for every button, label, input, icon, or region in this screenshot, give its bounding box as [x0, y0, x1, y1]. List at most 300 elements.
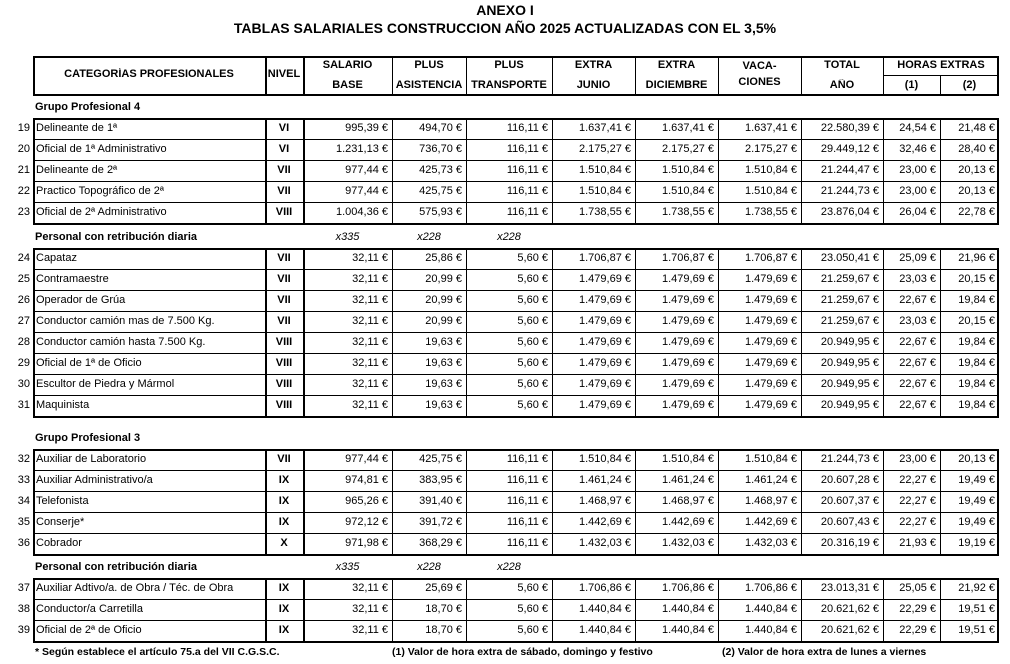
header-diciembre-line2: DICIEMBRE [645, 79, 708, 91]
header-junio-line2: JUNIO [576, 79, 611, 91]
extra-junio-cell: 1.510,84 € [579, 185, 631, 197]
horas-extras-1-cell: 22,27 € [899, 495, 936, 507]
plus-asistencia-cell: 425,75 € [419, 185, 462, 197]
salario-base-cell: 32,11 € [352, 399, 388, 411]
total-anio-cell: 20.607,43 € [820, 516, 879, 528]
vacaciones-cell: 1.479,69 € [745, 357, 797, 369]
table-rule [33, 311, 999, 312]
table-rule [33, 332, 999, 333]
salario-base-cell: 965,26 € [345, 495, 388, 507]
horas-extras-1-cell: 23,00 € [899, 453, 936, 465]
horas-extras-2-cell: 20,13 € [958, 185, 995, 197]
horas-extras-1-cell: 22,67 € [899, 378, 936, 390]
table-rule [33, 56, 999, 58]
horas-extras-1-cell: 32,46 € [899, 143, 936, 155]
extra-junio-cell: 1.510,84 € [579, 164, 631, 176]
table-rule [33, 269, 999, 270]
plus-asistencia-cell: 425,73 € [419, 164, 462, 176]
extra-diciembre-cell: 2.175,27 € [662, 143, 714, 155]
plus-transporte-cell: 5,60 € [517, 603, 548, 615]
extra-diciembre-cell: 1.440,84 € [662, 603, 714, 615]
horas-extras-2-cell: 19,49 € [958, 495, 995, 507]
row-number: 24 [17, 252, 30, 264]
horas-extras-1-cell: 22,67 € [899, 357, 936, 369]
vacaciones-cell: 1.510,84 € [745, 164, 797, 176]
row-number: 34 [17, 495, 30, 507]
plus-asistencia-cell: 19,63 € [425, 399, 462, 411]
row-number: 21 [17, 164, 30, 176]
nivel-cell: IX [278, 582, 290, 594]
plus-asistencia-cell: 425,75 € [419, 453, 462, 465]
row-number: 35 [17, 516, 30, 528]
extra-junio-cell: 1.440,84 € [579, 624, 631, 636]
categoria-cell: Conserje* [36, 516, 85, 528]
table-rule [33, 578, 999, 580]
header-salario-line2: BASE [332, 79, 363, 91]
nivel-cell: IX [278, 495, 290, 507]
nivel-cell: VI [278, 122, 290, 134]
categoria-cell: Delineante de 1ª [36, 122, 118, 134]
categoria-cell: Oficial de 1ª de Oficio [36, 357, 142, 369]
plus-transporte-cell: 116,11 € [506, 495, 548, 507]
categoria-cell: Capataz [36, 252, 77, 264]
extra-junio-cell: 1.510,84 € [579, 453, 631, 465]
categoria-cell: Conductor camión hasta 7.500 Kg. [36, 336, 206, 348]
extra-junio-cell: 1.432,03 € [579, 537, 631, 549]
header-total-line2: AÑO [829, 79, 855, 91]
table-rule [33, 223, 999, 225]
header-total-line1: TOTAL [824, 59, 860, 71]
extra-junio-cell: 1.479,69 € [579, 294, 631, 306]
horas-extras-1-cell: 21,93 € [899, 537, 936, 549]
total-anio-cell: 20.949,95 € [820, 378, 879, 390]
header-asistencia-line2: ASISTENCIA [395, 79, 463, 91]
plus-asistencia-cell: 383,95 € [419, 474, 462, 486]
table-rule [33, 248, 999, 250]
extra-junio-cell: 1.706,87 € [579, 252, 631, 264]
nivel-cell: VII [277, 185, 291, 197]
salario-base-cell: 977,44 € [345, 453, 388, 465]
extra-junio-cell: 1.706,86 € [579, 582, 631, 594]
salario-base-cell: 32,11 € [352, 603, 388, 615]
salario-base-cell: 32,11 € [352, 273, 388, 285]
vacaciones-cell: 1.442,69 € [745, 516, 797, 528]
extra-diciembre-cell: 1.637,41 € [662, 122, 714, 134]
plus-asistencia-cell: 18,70 € [425, 603, 462, 615]
multiplier-label: x228 [497, 231, 521, 243]
categoria-cell: Maquinista [36, 399, 90, 411]
extra-diciembre-cell: 1.479,69 € [662, 315, 714, 327]
horas-extras-1-cell: 26,04 € [899, 206, 936, 218]
table-rule [33, 374, 999, 375]
vacaciones-cell: 1.510,84 € [745, 453, 797, 465]
nivel-cell: IX [278, 474, 290, 486]
salario-base-cell: 32,11 € [352, 336, 388, 348]
row-number: 38 [17, 603, 30, 615]
row-number: 23 [17, 206, 30, 218]
vacaciones-cell: 1.468,97 € [745, 495, 797, 507]
plus-asistencia-cell: 736,70 € [419, 143, 462, 155]
header-horas-extras: HORAS EXTRAS [897, 59, 985, 71]
total-anio-cell: 29.449,12 € [820, 143, 879, 155]
plus-transporte-cell: 116,11 € [506, 453, 548, 465]
extra-junio-cell: 1.461,24 € [579, 474, 631, 486]
section-title: Personal con retribución diaria [35, 231, 197, 243]
salario-base-cell: 32,11 € [352, 357, 388, 369]
vacaciones-cell: 1.738,55 € [745, 206, 797, 218]
total-anio-cell: 23.050,41 € [820, 252, 879, 264]
nivel-cell: VIII [275, 399, 293, 411]
extra-diciembre-cell: 1.479,69 € [662, 378, 714, 390]
extra-diciembre-cell: 1.440,84 € [662, 624, 714, 636]
extra-diciembre-cell: 1.479,69 € [662, 273, 714, 285]
plus-transporte-cell: 5,60 € [517, 294, 548, 306]
multiplier-label: x335 [335, 561, 360, 573]
vacaciones-cell: 2.175,27 € [745, 143, 797, 155]
total-anio-cell: 22.580,39 € [820, 122, 879, 134]
plus-transporte-cell: 116,11 € [506, 122, 548, 134]
multiplier-label: x335 [335, 231, 360, 243]
horas-extras-1-cell: 24,54 € [899, 122, 936, 134]
header-vacaciones-line2: CIONES [738, 76, 781, 88]
plus-transporte-cell: 116,11 € [506, 474, 548, 486]
horas-extras-2-cell: 19,84 € [958, 378, 995, 390]
row-number: 33 [17, 474, 30, 486]
categoria-cell: Conductor camión mas de 7.500 Kg. [36, 315, 215, 327]
categoria-cell: Oficial de 1ª Administrativo [36, 143, 167, 155]
salario-base-cell: 32,11 € [352, 624, 388, 636]
multiplier-label: x228 [417, 561, 441, 573]
horas-extras-1-cell: 22,29 € [899, 603, 936, 615]
categoria-cell: Conductor/a Carretilla [36, 603, 143, 615]
horas-extras-1-cell: 22,67 € [899, 399, 936, 411]
extra-junio-cell: 1.738,55 € [579, 206, 631, 218]
salario-base-cell: 1.231,13 € [336, 143, 388, 155]
vacaciones-cell: 1.479,69 € [745, 399, 797, 411]
horas-extras-1-cell: 25,09 € [899, 252, 936, 264]
extra-junio-cell: 1.479,69 € [579, 357, 631, 369]
categoria-cell: Practico Topográfico de 2ª [36, 185, 164, 197]
horas-extras-1-cell: 22,27 € [899, 474, 936, 486]
plus-transporte-cell: 5,60 € [517, 624, 548, 636]
vacaciones-cell: 1.706,86 € [745, 582, 797, 594]
plus-asistencia-cell: 575,93 € [419, 206, 462, 218]
plus-asistencia-cell: 19,63 € [425, 357, 462, 369]
plus-asistencia-cell: 391,40 € [419, 495, 462, 507]
plus-transporte-cell: 116,11 € [506, 185, 548, 197]
horas-extras-2-cell: 19,84 € [958, 336, 995, 348]
nivel-cell: VIII [275, 357, 293, 369]
horas-extras-2-cell: 22,78 € [958, 206, 995, 218]
row-number: 31 [17, 399, 30, 411]
plus-transporte-cell: 5,60 € [517, 336, 548, 348]
total-anio-cell: 20.949,95 € [820, 357, 879, 369]
plus-transporte-cell: 5,60 € [517, 399, 548, 411]
extra-junio-cell: 1.442,69 € [579, 516, 631, 528]
categoria-cell: Auxiliar Administrativo/a [36, 474, 153, 486]
plus-asistencia-cell: 20,99 € [425, 273, 462, 285]
extra-diciembre-cell: 1.738,55 € [662, 206, 714, 218]
multiplier-label: x228 [497, 561, 521, 573]
header-vacaciones-line1: VACA- [742, 60, 777, 72]
plus-transporte-cell: 5,60 € [517, 273, 548, 285]
horas-extras-2-cell: 21,48 € [958, 122, 995, 134]
vacaciones-cell: 1.479,69 € [745, 315, 797, 327]
salario-base-cell: 995,39 € [345, 122, 388, 134]
salario-base-cell: 977,44 € [345, 164, 388, 176]
salario-base-cell: 1.004,36 € [336, 206, 388, 218]
categoria-cell: Operador de Grúa [36, 294, 126, 306]
categoria-cell: Oficial de 2ª Administrativo [36, 206, 167, 218]
plus-transporte-cell: 116,11 € [506, 143, 548, 155]
horas-extras-2-cell: 19,84 € [958, 357, 995, 369]
plus-transporte-cell: 5,60 € [517, 357, 548, 369]
table-rule [33, 554, 999, 556]
salario-base-cell: 32,11 € [352, 315, 388, 327]
plus-transporte-cell: 116,11 € [506, 206, 548, 218]
extra-diciembre-cell: 1.468,97 € [662, 495, 714, 507]
nivel-cell: IX [278, 603, 290, 615]
multiplier-label: x228 [417, 231, 441, 243]
extra-diciembre-cell: 1.706,86 € [662, 582, 714, 594]
footnote-hours-weekday: (2) Valor de hora extra de lunes a viernes [722, 646, 927, 658]
section-title: Grupo Profesional 4 [35, 101, 141, 113]
horas-extras-2-cell: 20,15 € [958, 273, 995, 285]
extra-junio-cell: 1.479,69 € [579, 315, 631, 327]
header-categorias: CATEGORÍAS PROFESIONALES [64, 68, 234, 80]
table-rule [33, 353, 999, 354]
row-number: 36 [17, 537, 30, 549]
extra-diciembre-cell: 1.479,69 € [662, 399, 714, 411]
salario-base-cell: 971,98 € [345, 537, 388, 549]
extra-diciembre-cell: 1.479,69 € [662, 336, 714, 348]
header-junio-line1: EXTRA [574, 59, 613, 71]
horas-extras-2-cell: 19,49 € [958, 474, 995, 486]
plus-transporte-cell: 116,11 € [506, 516, 548, 528]
table-rule [33, 533, 999, 534]
plus-asistencia-cell: 494,70 € [419, 122, 462, 134]
nivel-cell: VII [277, 164, 291, 176]
header-diciembre-line1: EXTRA [657, 59, 696, 71]
nivel-cell: VII [277, 315, 291, 327]
extra-diciembre-cell: 1.510,84 € [662, 453, 714, 465]
salario-base-cell: 32,11 € [352, 252, 388, 264]
row-number: 27 [17, 315, 30, 327]
vacaciones-cell: 1.510,84 € [745, 185, 797, 197]
nivel-cell: VIII [275, 206, 293, 218]
horas-extras-2-cell: 19,51 € [958, 603, 995, 615]
horas-extras-1-cell: 25,05 € [899, 582, 936, 594]
plus-asistencia-cell: 19,63 € [425, 378, 462, 390]
row-number: 26 [17, 294, 30, 306]
extra-junio-cell: 1.468,97 € [579, 495, 631, 507]
horas-extras-2-cell: 20,13 € [958, 453, 995, 465]
horas-extras-2-cell: 19,49 € [958, 516, 995, 528]
nivel-cell: VIII [275, 378, 293, 390]
plus-transporte-cell: 5,60 € [517, 315, 548, 327]
extra-diciembre-cell: 1.510,84 € [662, 185, 714, 197]
table-rule [883, 75, 999, 76]
horas-extras-1-cell: 23,03 € [899, 273, 936, 285]
header-horas-1: (1) [904, 79, 919, 91]
total-anio-cell: 21.244,73 € [820, 453, 879, 465]
table-rule [33, 470, 999, 471]
horas-extras-2-cell: 21,96 € [958, 252, 995, 264]
extra-junio-cell: 1.479,69 € [579, 378, 631, 390]
plus-asistencia-cell: 18,70 € [425, 624, 462, 636]
header-transporte-line2: TRANSPORTE [471, 79, 547, 91]
categoria-cell: Auxiliar Adtivo/a. de Obra / Téc. de Obra [36, 582, 234, 594]
plus-asistencia-cell: 20,99 € [425, 294, 462, 306]
extra-diciembre-cell: 1.461,24 € [662, 474, 714, 486]
plus-asistencia-cell: 19,63 € [425, 336, 462, 348]
salario-base-cell: 32,11 € [352, 582, 388, 594]
total-anio-cell: 20.949,95 € [820, 336, 879, 348]
vacaciones-cell: 1.479,69 € [745, 378, 797, 390]
total-anio-cell: 20.621,62 € [820, 603, 879, 615]
row-number: 20 [17, 143, 30, 155]
nivel-cell: VII [277, 252, 291, 264]
salario-base-cell: 972,12 € [345, 516, 388, 528]
section-title: Grupo Profesional 3 [35, 432, 141, 444]
extra-diciembre-cell: 1.479,69 € [662, 357, 714, 369]
horas-extras-1-cell: 23,00 € [899, 185, 936, 197]
horas-extras-1-cell: 23,00 € [899, 164, 936, 176]
vacaciones-cell: 1.479,69 € [745, 336, 797, 348]
total-anio-cell: 21.259,67 € [820, 273, 879, 285]
nivel-cell: IX [278, 624, 290, 636]
nivel-cell: IX [278, 516, 290, 528]
plus-asistencia-cell: 368,29 € [419, 537, 462, 549]
page-title: ANEXO I [476, 2, 534, 18]
extra-junio-cell: 1.479,69 € [579, 336, 631, 348]
categoria-cell: Escultor de Piedra y Mármol [36, 378, 175, 390]
header-transporte-line1: PLUS [494, 59, 524, 71]
extra-diciembre-cell: 1.510,84 € [662, 164, 714, 176]
page-subtitle: TABLAS SALARIALES CONSTRUCCION AÑO 2025 ACTUALIZADAS CON EL 3,5% [233, 20, 777, 36]
horas-extras-1-cell: 23,03 € [899, 315, 936, 327]
salario-base-cell: 977,44 € [345, 185, 388, 197]
extra-junio-cell: 1.440,84 € [579, 603, 631, 615]
vacaciones-cell: 1.432,03 € [745, 537, 797, 549]
categoria-cell: Contramaestre [36, 273, 109, 285]
section-title: Personal con retribución diaria [35, 561, 197, 573]
vacaciones-cell: 1.440,84 € [745, 624, 797, 636]
nivel-cell: VII [277, 453, 291, 465]
total-anio-cell: 20.949,95 € [820, 399, 879, 411]
total-anio-cell: 21.259,67 € [820, 315, 879, 327]
total-anio-cell: 20.316,19 € [820, 537, 879, 549]
table-rule [33, 118, 999, 120]
horas-extras-2-cell: 19,84 € [958, 294, 995, 306]
table-rule [33, 449, 999, 451]
row-number: 29 [17, 357, 30, 369]
footnote-article: * Según establece el artículo 75.a del VII C.G.S.C. [35, 646, 280, 658]
footnote-hours-weekend: (1) Valor de hora extra de sábado, domingo y festivo [392, 646, 653, 658]
plus-transporte-cell: 5,60 € [517, 378, 548, 390]
salario-base-cell: 974,81 € [345, 474, 388, 486]
extra-diciembre-cell: 1.706,87 € [662, 252, 714, 264]
header-nivel: NIVEL [267, 68, 301, 80]
vacaciones-cell: 1.440,84 € [745, 603, 797, 615]
horas-extras-2-cell: 19,19 € [958, 537, 995, 549]
table-rule [33, 290, 999, 291]
nivel-cell: VI [278, 143, 290, 155]
plus-transporte-cell: 116,11 € [506, 537, 548, 549]
plus-transporte-cell: 116,11 € [506, 164, 548, 176]
horas-extras-2-cell: 19,84 € [958, 399, 995, 411]
total-anio-cell: 20.607,28 € [820, 474, 879, 486]
row-number: 37 [17, 582, 30, 594]
horas-extras-2-cell: 28,40 € [958, 143, 995, 155]
nivel-cell: VII [277, 294, 291, 306]
row-number: 30 [17, 378, 30, 390]
plus-asistencia-cell: 391,72 € [419, 516, 462, 528]
table-rule [33, 599, 999, 600]
extra-junio-cell: 2.175,27 € [579, 143, 631, 155]
table-rule [33, 512, 999, 513]
categoria-cell: Cobrador [36, 537, 82, 549]
horas-extras-2-cell: 21,92 € [958, 582, 995, 594]
table-rule [33, 416, 999, 418]
table-rule [33, 160, 999, 161]
horas-extras-2-cell: 20,15 € [958, 315, 995, 327]
plus-asistencia-cell: 25,86 € [425, 252, 462, 264]
horas-extras-2-cell: 19,51 € [958, 624, 995, 636]
total-anio-cell: 21.259,67 € [820, 294, 879, 306]
header-salario-line1: SALARIO [322, 59, 373, 71]
vacaciones-cell: 1.461,24 € [745, 474, 797, 486]
categoria-cell: Auxiliar de Laboratorio [36, 453, 147, 465]
categoria-cell: Telefonista [36, 495, 89, 507]
extra-junio-cell: 1.479,69 € [579, 273, 631, 285]
plus-transporte-cell: 5,60 € [517, 252, 548, 264]
extra-diciembre-cell: 1.432,03 € [662, 537, 714, 549]
total-anio-cell: 20.621,62 € [820, 624, 879, 636]
table-rule [33, 620, 999, 621]
extra-diciembre-cell: 1.442,69 € [662, 516, 714, 528]
horas-extras-2-cell: 20,13 € [958, 164, 995, 176]
vacaciones-cell: 1.479,69 € [745, 294, 797, 306]
total-anio-cell: 21.244,47 € [820, 164, 879, 176]
extra-junio-cell: 1.637,41 € [579, 122, 631, 134]
table-rule [33, 181, 999, 182]
total-anio-cell: 23.013,31 € [820, 582, 879, 594]
total-anio-cell: 23.876,04 € [820, 206, 879, 218]
total-anio-cell: 20.607,37 € [820, 495, 879, 507]
nivel-cell: VII [277, 273, 291, 285]
horas-extras-1-cell: 22,27 € [899, 516, 936, 528]
categoria-cell: Oficial de 2ª de Oficio [36, 624, 142, 636]
nivel-cell: VIII [275, 336, 293, 348]
extra-junio-cell: 1.479,69 € [579, 399, 631, 411]
plus-asistencia-cell: 20,99 € [425, 315, 462, 327]
header-asistencia-line1: PLUS [414, 59, 444, 71]
extra-diciembre-cell: 1.479,69 € [662, 294, 714, 306]
header-horas-2: (2) [962, 79, 977, 91]
vacaciones-cell: 1.706,87 € [745, 252, 797, 264]
horas-extras-1-cell: 22,29 € [899, 624, 936, 636]
row-number: 28 [17, 336, 30, 348]
salario-base-cell: 32,11 € [352, 294, 388, 306]
table-rule [33, 491, 999, 492]
row-number: 19 [17, 122, 30, 134]
categoria-cell: Delineante de 2ª [36, 164, 118, 176]
nivel-cell: X [280, 537, 288, 549]
table-rule [33, 641, 999, 643]
salario-base-cell: 32,11 € [352, 378, 388, 390]
plus-asistencia-cell: 25,69 € [425, 582, 462, 594]
